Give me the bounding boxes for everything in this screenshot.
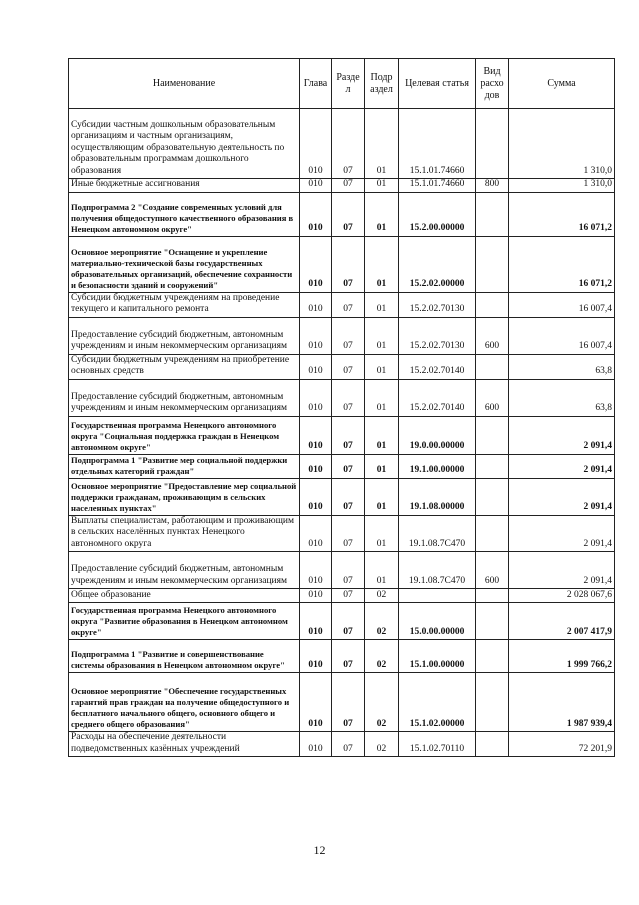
row-glava: 010: [300, 109, 332, 179]
row-razdel: 07: [332, 603, 365, 640]
row-vid-raskhodov: 800: [476, 179, 509, 193]
row-razdel: 07: [332, 354, 365, 379]
table-row: [69, 552, 615, 589]
row-razdel: 07: [332, 109, 365, 179]
row-glava: 010: [300, 589, 332, 603]
row-podrazdel: 01: [365, 454, 399, 478]
row-razdel: 07: [332, 192, 365, 236]
row-podrazdel: 02: [365, 589, 399, 603]
table-row: [69, 317, 615, 354]
row-name: Субсидии бюджетным учреждениям на приобретение основных средств: [69, 354, 300, 379]
row-vid-raskhodov: [476, 192, 509, 236]
row-glava: 010: [300, 416, 332, 454]
row-razdel: 07: [332, 589, 365, 603]
row-name: Основное мероприятие "Оснащение и укрепление материально-технической базы государственных образовательных организаций, обеспечение сохранности и безопасности зданий и сооружений": [69, 236, 300, 292]
page-number: 12: [313, 843, 326, 857]
table-row: [69, 589, 615, 603]
row-vid-raskhodov: [476, 732, 509, 757]
row-tselevaya-statya: 19.1.08.00000: [399, 478, 476, 515]
row-razdel: 07: [332, 317, 365, 354]
row-vid-raskhodov: [476, 673, 509, 732]
header-razdel: Разде л: [332, 59, 365, 109]
row-podrazdel: 01: [365, 317, 399, 354]
row-glava: 010: [300, 354, 332, 379]
row-glava: 010: [300, 379, 332, 416]
row-name: Государственная программа Ненецкого автономного округа "Социальная поддержка граждан в Ненецком автономном округе": [69, 416, 300, 454]
row-name: Предоставление субсидий бюджетным, автономным учреждениям и иным некоммерческим организациям: [69, 317, 300, 354]
table-row: [69, 109, 615, 179]
row-tselevaya-statya: 15.1.00.00000: [399, 640, 476, 673]
row-glava: 010: [300, 179, 332, 193]
row-podrazdel: 01: [365, 379, 399, 416]
row-podrazdel: 01: [365, 515, 399, 552]
row-vid-raskhodov: [476, 454, 509, 478]
row-tselevaya-statya: 19.1.08.7C470: [399, 552, 476, 589]
row-summa: 72 201,9: [509, 732, 615, 757]
row-podrazdel: 01: [365, 192, 399, 236]
row-tselevaya-statya: 15.2.02.70130: [399, 317, 476, 354]
row-name: Подпрограмма 2 "Создание современных условий для получения общедоступного качественного образования в Ненецком автономном округе": [69, 192, 300, 236]
row-podrazdel: 02: [365, 603, 399, 640]
row-vid-raskhodov: [476, 354, 509, 379]
header-podrazdel: Подр аздел: [365, 59, 399, 109]
row-tselevaya-statya: 15.1.01.74660: [399, 109, 476, 179]
row-podrazdel: 02: [365, 673, 399, 732]
row-glava: 010: [300, 454, 332, 478]
table-row: [69, 236, 615, 292]
row-tselevaya-statya: 15.0.00.00000: [399, 603, 476, 640]
table-row: [69, 673, 615, 732]
row-vid-raskhodov: 600: [476, 552, 509, 589]
row-name: Субсидии бюджетным учреждениям на проведение текущего и капитального ремонта: [69, 292, 300, 317]
row-summa: 2 007 417,9: [509, 603, 615, 640]
header-tselevaya-statya: Целевая статья: [399, 59, 476, 109]
row-vid-raskhodov: [476, 236, 509, 292]
row-vid-raskhodov: [476, 478, 509, 515]
header-name: Наименование: [69, 59, 300, 109]
row-summa: 2 091,4: [509, 416, 615, 454]
row-glava: 010: [300, 317, 332, 354]
row-name: Выплаты специалистам, работающим и проживающим в сельских населённых пунктах Ненецкого автономного округа: [69, 515, 300, 552]
row-tselevaya-statya: 15.1.01.74660: [399, 179, 476, 193]
row-summa: 1 310,0: [509, 179, 615, 193]
header-glava: Глава: [300, 59, 332, 109]
row-summa: 1 999 766,2: [509, 640, 615, 673]
row-podrazdel: 01: [365, 179, 399, 193]
row-glava: 010: [300, 236, 332, 292]
row-summa: 16 071,2: [509, 192, 615, 236]
row-podrazdel: 01: [365, 109, 399, 179]
row-tselevaya-statya: [399, 589, 476, 603]
row-razdel: 07: [332, 236, 365, 292]
row-glava: 010: [300, 478, 332, 515]
row-summa: 2 028 067,6: [509, 589, 615, 603]
row-podrazdel: 01: [365, 236, 399, 292]
row-podrazdel: 01: [365, 416, 399, 454]
header-summa: Сумма: [509, 59, 615, 109]
row-razdel: 07: [332, 640, 365, 673]
row-glava: 010: [300, 292, 332, 317]
row-summa: 16 071,2: [509, 236, 615, 292]
row-vid-raskhodov: [476, 589, 509, 603]
row-podrazdel: 02: [365, 640, 399, 673]
row-tselevaya-statya: 19.0.00.00000: [399, 416, 476, 454]
table-row: [69, 454, 615, 478]
row-summa: 1 310,0: [509, 109, 615, 179]
row-glava: 010: [300, 552, 332, 589]
row-name: Предоставление субсидий бюджетным, автономным учреждениям и иным некоммерческим организациям: [69, 379, 300, 416]
row-vid-raskhodov: [476, 640, 509, 673]
row-vid-raskhodov: 600: [476, 317, 509, 354]
table-header-row: [69, 59, 615, 109]
row-summa: 16 007,4: [509, 292, 615, 317]
table-row: [69, 379, 615, 416]
row-glava: 010: [300, 732, 332, 757]
row-tselevaya-statya: 15.2.00.00000: [399, 192, 476, 236]
row-razdel: 07: [332, 379, 365, 416]
row-name: Основное мероприятие "Предоставление мер социальной поддержки гражданам, проживающим в сельских населенных пунктах": [69, 478, 300, 515]
row-razdel: 07: [332, 732, 365, 757]
row-tselevaya-statya: 15.2.02.70140: [399, 379, 476, 416]
row-razdel: 07: [332, 292, 365, 317]
row-tselevaya-statya: 15.2.02.00000: [399, 236, 476, 292]
row-summa: 2 091,4: [509, 478, 615, 515]
row-tselevaya-statya: 15.1.02.00000: [399, 673, 476, 732]
row-podrazdel: 01: [365, 354, 399, 379]
row-vid-raskhodov: [476, 292, 509, 317]
row-name: Подпрограмма 1 "Развитие мер социальной поддержки отдельных категорий граждан": [69, 454, 300, 478]
row-glava: 010: [300, 192, 332, 236]
row-summa: 2 091,4: [509, 552, 615, 589]
row-name: Общее образование: [69, 589, 300, 603]
row-podrazdel: 01: [365, 478, 399, 515]
row-name: Предоставление субсидий бюджетным, автономным учреждениям и иным некоммерческим организациям: [69, 552, 300, 589]
row-glava: 010: [300, 515, 332, 552]
table-row: [69, 292, 615, 317]
table-row: [69, 416, 615, 454]
row-summa: 63,8: [509, 354, 615, 379]
row-podrazdel: 02: [365, 732, 399, 757]
table-row: [69, 354, 615, 379]
row-name: Подпрограмма 1 "Развитие и совершенствование системы образования в Ненецком автономном округе": [69, 640, 300, 673]
row-glava: 010: [300, 603, 332, 640]
row-glava: 010: [300, 640, 332, 673]
table-row: [69, 640, 615, 673]
row-name: Основное мероприятие "Обеспечение государственных гарантий прав граждан на получение общедоступного и бесплатного начального общего, основного общего и среднего общего образования": [69, 673, 300, 732]
table-row: [69, 732, 615, 757]
row-vid-raskhodov: 600: [476, 379, 509, 416]
table-row: [69, 192, 615, 236]
row-podrazdel: 01: [365, 552, 399, 589]
row-summa: 63,8: [509, 379, 615, 416]
row-tselevaya-statya: 19.1.00.00000: [399, 454, 476, 478]
row-name: Иные бюджетные ассигнования: [69, 179, 300, 193]
row-razdel: 07: [332, 478, 365, 515]
row-tselevaya-statya: 15.2.02.70130: [399, 292, 476, 317]
row-podrazdel: 01: [365, 292, 399, 317]
row-name: Расходы на обеспечение деятельности подведомственных казённых учреждений: [69, 732, 300, 757]
row-tselevaya-statya: 15.2.02.70140: [399, 354, 476, 379]
row-summa: 2 091,4: [509, 515, 615, 552]
row-summa: 1 987 939,4: [509, 673, 615, 732]
row-tselevaya-statya: 19.1.08.7C470: [399, 515, 476, 552]
row-razdel: 07: [332, 179, 365, 193]
row-vid-raskhodov: [476, 416, 509, 454]
budget-table: [68, 58, 615, 757]
row-razdel: 07: [332, 515, 365, 552]
row-tselevaya-statya: 15.1.02.70110: [399, 732, 476, 757]
table-row: [69, 515, 615, 552]
table-row: [69, 478, 615, 515]
row-vid-raskhodov: [476, 603, 509, 640]
header-vid-raskhodov: Вид расхо дов: [476, 59, 509, 109]
row-name: Государственная программа Ненецкого автономного округа "Развитие образования в Ненецком автономном округе": [69, 603, 300, 640]
row-summa: 16 007,4: [509, 317, 615, 354]
row-razdel: 07: [332, 673, 365, 732]
row-name: Субсидии частным дошкольным образовательным организациям и частным организациям, осуществляющим образовательную деятельность по образовательным программам дошкольного образования: [69, 109, 300, 179]
row-glava: 010: [300, 673, 332, 732]
row-razdel: 07: [332, 552, 365, 589]
row-vid-raskhodov: [476, 109, 509, 179]
table-row: [69, 603, 615, 640]
table-row: [69, 179, 615, 193]
row-razdel: 07: [332, 416, 365, 454]
row-vid-raskhodov: [476, 515, 509, 552]
row-summa: 2 091,4: [509, 454, 615, 478]
row-razdel: 07: [332, 454, 365, 478]
